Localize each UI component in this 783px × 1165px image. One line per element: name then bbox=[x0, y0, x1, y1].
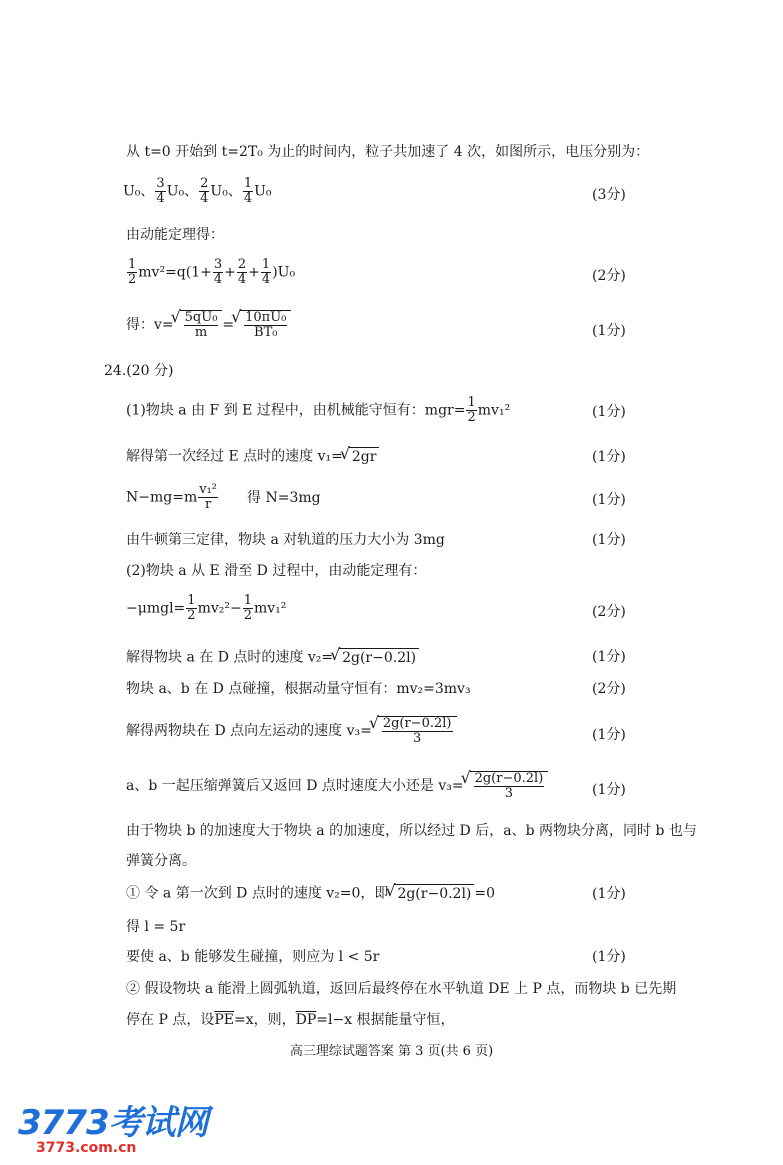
formula-line: 得：v= √ $\frac{\text{5qU₀}}{m}$ = √ $\frac{\text{10πU₀}}{\text{BT₀}}$ bbox=[126, 310, 291, 340]
score: (1分) bbox=[592, 649, 626, 665]
text-line: ② 假设物块 a 能滑上圆弧轨道，返回后最终停在水平轨道 DE 上 P 点，而物块 b 已先期 bbox=[126, 981, 677, 997]
formula-line: 解得第一次经过 E 点时的速度 v₁= √ 2gr bbox=[126, 447, 379, 466]
score: (3分) bbox=[592, 187, 626, 203]
formula-line: N−mg=m $\frac{\text{v₁²}}{r}$ 得 N=3mg bbox=[126, 482, 321, 512]
text-line: 弹簧分离。 bbox=[126, 853, 196, 869]
formula-line: (1)物块 a 由 F 到 E 过程中，由机械能守恒有：mgr= $\frac{1}{2}$ mv₁² bbox=[126, 395, 511, 425]
score: (2分) bbox=[592, 268, 626, 284]
score: (2分) bbox=[592, 604, 626, 620]
text-line: 要使 a、b 能够发生碰撞，则应为 l < 5r bbox=[126, 949, 380, 965]
text-line: (2)物块 a 从 E 滑至 D 过程中，由动能定理有： bbox=[126, 563, 427, 579]
text-line: 由动能定理得： bbox=[126, 227, 224, 243]
score: (1分) bbox=[592, 492, 626, 508]
text-line: 物块 a、b 在 D 点碰撞，根据动量守恒有：mv₂=3mv₃ bbox=[126, 681, 471, 697]
score: (1分) bbox=[592, 323, 626, 339]
text-line: 得 l = 5r bbox=[126, 919, 186, 935]
score: (2分) bbox=[592, 681, 626, 697]
score: (1分) bbox=[592, 449, 626, 465]
site-logo: 3773考试网 3773.com.cn bbox=[18, 1103, 208, 1156]
formula-line: 解得物块 a 在 D 点时的速度 v₂= √ 2g(r−0.2l) bbox=[126, 648, 419, 667]
score: (1分) bbox=[592, 727, 626, 743]
formula-line: a、b 一起压缩弹簧后又返回 D 点时速度大小还是 v₃= √ $\frac{2g(r-0.2l)}{3}$ bbox=[126, 771, 548, 801]
question-number: 24.(20 分) bbox=[104, 363, 174, 379]
text-line: 从 t=0 开始到 t=2T₀ 为止的时间内，粒子共加速了 4 次，如图所示，电压分别为： bbox=[126, 144, 650, 160]
formula-line: −μmgl= $\frac{1}{2}$ mv₂²− $\frac{1}{2}$ mv₁² bbox=[126, 593, 287, 623]
text-line: 由牛顿第三定律，物块 a 对轨道的压力大小为 3mg bbox=[126, 532, 445, 548]
score: (1分) bbox=[592, 886, 626, 902]
score: (1分) bbox=[592, 949, 626, 965]
formula-line: $\frac{1}{2}$ mv²=q(1+ $\frac{3}{4}$ + $\frac{2}{4}$ + $\frac{1}{4}$ )U₀ bbox=[128, 257, 296, 287]
page-footer: 高三理综试题答案 第 3 页(共 6 页) bbox=[289, 1044, 494, 1059]
formula-line: ① 令 a 第一次到 D 点时的速度 v₂=0，即 √ 2g(r−0.2l) =0 bbox=[126, 884, 495, 903]
formula-line: 解得两物块在 D 点向左运动的速度 v₃= √ $\frac{2g(r-0.2l)}{3}$ bbox=[126, 716, 457, 746]
text-line: 由于物块 b 的加速度大于物块 a 的加速度，所以经过 D 后，a、b 两物块分离，同时 b 也与 bbox=[126, 823, 697, 839]
score: (1分) bbox=[592, 782, 626, 798]
formula-line: U₀、 $\frac{3}{4}$ U₀、 $\frac{2}{4}$ U₀、 $\frac{1}{4}$ U₀ bbox=[123, 176, 272, 206]
score: (1分) bbox=[592, 532, 626, 548]
score: (1分) bbox=[592, 404, 626, 420]
formula-line: 停在 P 点，设$\overline{PE}=x$，则，$\overline{DP}=l-x$ 根据能量守恒， bbox=[126, 1012, 455, 1028]
